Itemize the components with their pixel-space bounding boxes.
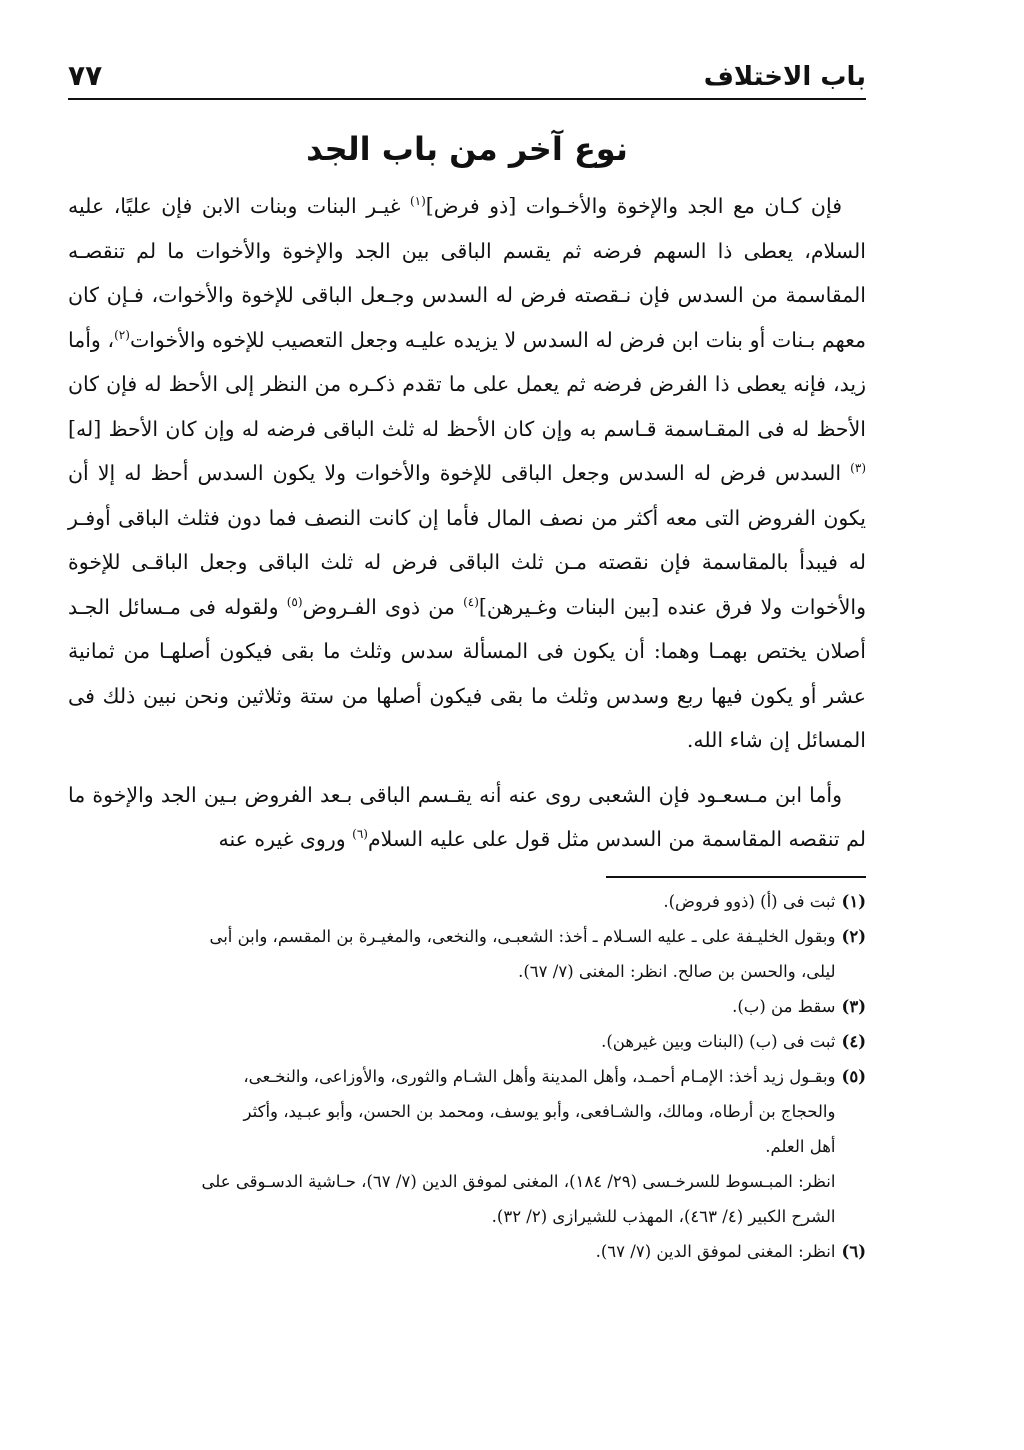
book-page xyxy=(68,48,866,1269)
footnote-text xyxy=(68,1024,836,1059)
paragraph xyxy=(68,184,866,763)
footnotes xyxy=(68,884,866,1269)
footnote-text xyxy=(68,989,836,1024)
footnote-line: انظر: المبـسوط للسرخـسى (٢٩/ ١٨٤)، المغنى لموفق الدين (٧/ ٦٧)، حـاشية الدسـوقى على xyxy=(201,1171,836,1191)
footnote-number: (٢) xyxy=(841,926,866,946)
footnote-line: ليلى، والحسن بن صالح. انظر: المغنى (٧/ ٦٧). xyxy=(518,961,836,981)
running-title: باب الاختلاف xyxy=(703,62,866,92)
footnote-number: (١) xyxy=(841,891,866,911)
footnote-ref: (٥) xyxy=(286,594,303,609)
footnote-number: (٤) xyxy=(841,1031,866,1051)
footnote xyxy=(68,919,866,989)
footnote-divider xyxy=(606,876,866,878)
text-run: وروى غيره عنه xyxy=(218,827,353,851)
footnote-line: وبقـول زيد أخذ: الإمـام أحمـد، وأهل المدينة وأهل الشـام والثورى، والأوزاعى، والنخـعى، xyxy=(243,1066,836,1086)
footnote-text xyxy=(68,1234,836,1269)
footnote-line: وبقول الخليـفة على ـ عليه السـلام ـ أخذ: الشعبـى، والنخعى، والمغيـرة بن المقسم، وابن أبى xyxy=(209,926,836,946)
footnote-line: والحجاج بن أرطاه، ومالك، والشـافعى، وأبو يوسف، ومحمد بن الحسن، وأبو عبـيد، وأكثر xyxy=(243,1101,836,1121)
page-number: ٧٧ xyxy=(68,59,103,92)
footnote-line: الشرح الكبير (٤/ ٤٦٣)، المهذب للشيرازى (٢/ ٣٢). xyxy=(491,1206,836,1226)
footnote-number: (٦) xyxy=(841,1241,866,1261)
footnote-line: سقط من (ب). xyxy=(732,996,836,1016)
text-run: وأما ابن مـسعـود فإن الشعبى روى عنه أنه يقـسم الباقى بـعد الفروض بـين الجد والإخوة ما لم تنقصه المقاسمة من السدس مثل قول على عليه السلام xyxy=(68,782,866,851)
footnote-line: ثبت فى (ب) (البنات وبين غيرهن). xyxy=(601,1031,836,1051)
text-run: غيـر البنات وبنات الابن فإن عليًا، عليه السلام، يعطى ذا السهم فرضه ثم يقسم الباقى بين الجد والإخوة والأخوات ما لم تنقصـه المقاسمة من السدس فإن نـقصته فرض له السدس وجـعل الباقى للإخوة والأخوات، فـإن كان معهم بـنات أو بنات ابن فرض له السدس لا يزيده عليـه وجعل التعصيب للإخوه والأخوات xyxy=(68,194,866,352)
footnote xyxy=(68,1234,866,1269)
text-run: السدس فرض له السدس وجعل الباقى للإخوة والأخوات ولا يكون السدس أحظ له إلا أن يكون الفروض التى معه أكثر من نصف المال فأما إن كانت النصف فما دون فثلث الباقى أوفـر له فيبدأ بالمقاسمة فإن نقصته مـن ثلث الباقى فرض له ثلث الباقى وجعل الباقـى للإخوة والأخوات ولا فرق عنده [بين البنات وغـيرهن] xyxy=(68,461,866,619)
footnote-number: (٣) xyxy=(841,996,866,1016)
paragraph xyxy=(68,773,866,862)
footnote-ref: (٤) xyxy=(463,594,479,609)
footnote xyxy=(68,884,866,919)
footnote-ref: (٣) xyxy=(850,461,866,476)
text-run: ولقوله فى مـسائل الجـد أصلان يختص بهمـا وهما: أن يكون فى المسألة سدس وثلث ما بقى فيكون أصلهـا من ثمانية عشر أو يكون فيها ربع وسدس وثلث ما بقى فيكون أصلها من ستة وثلاثين ونحن نبين ذلك فى المسائل إن شاء الله. xyxy=(68,594,866,752)
footnote-ref: (٦) xyxy=(352,827,368,842)
footnote-ref: (١) xyxy=(409,194,426,209)
text-run: فإن كـان مع الجد والإخوة والأخـوات [ذو فرض] xyxy=(425,194,842,218)
footnote-text xyxy=(68,1059,836,1234)
footnote-text xyxy=(68,884,836,919)
footnote xyxy=(68,1059,866,1234)
text-run: من ذوى الفـروض xyxy=(302,594,464,619)
footnote-line: أهل العلم. xyxy=(765,1136,836,1156)
footnote-line: ثبت فى (أ) (ذوو فروض). xyxy=(663,891,836,911)
footnote xyxy=(68,1024,866,1059)
footnote-ref: (٢) xyxy=(114,327,130,342)
body-text xyxy=(68,184,866,862)
chapter-title: نوع آخر من باب الجد xyxy=(306,130,628,168)
footnote-line: انظر: المغنى لموفق الدين (٧/ ٦٧). xyxy=(595,1241,836,1261)
footnote-number: (٥) xyxy=(841,1066,866,1086)
footnote xyxy=(68,989,866,1024)
footnote-text xyxy=(68,919,836,989)
running-header xyxy=(68,48,866,100)
text-run: ، وأما زيد، فإنه يعطى ذا الفرض فرضه ثم يعمل على ما تقدم ذكـره من النظر إلى الأحظ له فإن كان الأحظ له فى المقـاسمة قـاسم به وإن كان الأحظ له ثلث الباقى فرضه له وإن كان الأحظ [له] xyxy=(68,327,866,441)
